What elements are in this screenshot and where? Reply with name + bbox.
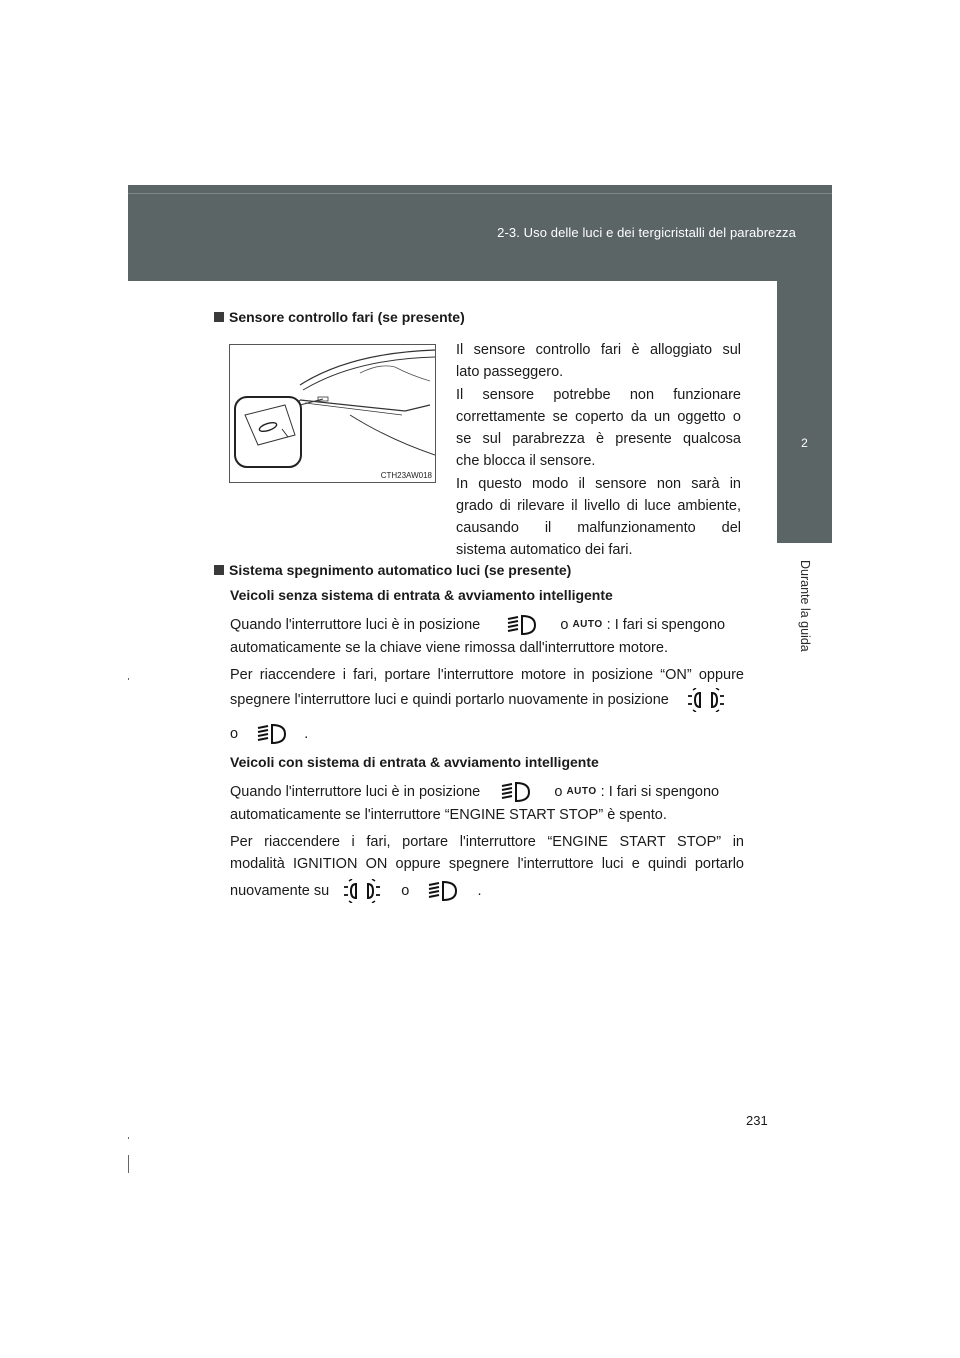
text-fragment: o	[230, 726, 239, 742]
auto-label: AUTO	[572, 619, 603, 631]
text-fragment: .	[477, 882, 482, 899]
text-line: se sul parabrezza è presente qualcosa	[456, 431, 741, 447]
headlight-low-beam-icon	[506, 614, 538, 636]
text-line: In questo modo il sensore non sarà in	[456, 476, 741, 492]
text-fragment: o	[554, 784, 563, 800]
text-line: sistema automatico dei fari.	[456, 542, 633, 558]
text-fragment: o	[560, 617, 569, 633]
section-heading-text: Sensore controllo fari (se presente)	[229, 309, 465, 325]
text-line-parking-position	[230, 688, 744, 712]
headlight-low-beam-icon	[256, 723, 288, 745]
windshield-sensor-illustration	[230, 345, 435, 482]
section-heading-text: Sistema spegnimento automatico luci (se presente)	[229, 562, 572, 578]
header-band	[128, 185, 832, 281]
section-heading-auto-off	[214, 562, 571, 578]
crop-mark	[128, 678, 129, 680]
sensor-paragraph-3	[456, 473, 741, 561]
text-line-switch-position	[230, 781, 744, 803]
parking-light-icon	[343, 879, 381, 903]
sensor-illustration	[229, 344, 436, 483]
subheading-without-smart-entry: Veicoli senza sistema di entrata & avviamento intelligente	[230, 587, 613, 603]
subheading-with-smart-entry: Veicoli con sistema di entrata & avviamento intelligente	[230, 754, 599, 770]
section-title: 2-3. Uso delle luci e dei tergicristalli del parabrezza	[497, 225, 796, 240]
chapter-tab	[777, 281, 832, 543]
chapter-label: Durante la guida	[798, 560, 812, 652]
page-number: 231	[746, 1113, 768, 1128]
text-line-or-headlight	[230, 723, 744, 745]
text-line: che blocca il sensore.	[456, 453, 596, 469]
headlight-low-beam-icon	[427, 880, 459, 902]
text-line-final	[230, 879, 744, 903]
text-line: lato passeggero.	[456, 364, 564, 380]
text-fragment: nuovamente su	[230, 882, 330, 899]
text-line: Il sensore potrebbe non funzionare	[456, 387, 741, 403]
headlight-low-beam-icon	[500, 781, 532, 803]
text-fragment: spegnere l'interruttore luci e quindi portarlo nuovamente in posizione	[230, 691, 669, 708]
sensor-paragraph-2	[456, 384, 741, 472]
text-line: correttamente se coperto da un oggetto o	[456, 409, 741, 425]
text-line: automaticamente se la chiave viene rimossa dall'interruttore motore.	[230, 640, 668, 656]
square-bullet-icon	[214, 565, 224, 575]
text-line: grado di rilevare il livello di luce ambiente,	[456, 498, 741, 514]
text-fragment: o	[401, 882, 410, 899]
chapter-number: 2	[801, 436, 808, 450]
section-heading-sensor	[214, 309, 465, 325]
text-line: modalità IGNITION ON oppure spegnere l'interruttore luci e quindi portarlo	[230, 856, 744, 872]
text-line: Per riaccendere i fari, portare l'interruttore motore in posizione “ON” oppure	[230, 667, 744, 683]
sensor-paragraph-1	[456, 339, 741, 383]
text-line: Per riaccendere i fari, portare l'interruttore “ENGINE START STOP” in	[230, 834, 744, 850]
auto-label: AUTO	[566, 786, 597, 798]
text-line-switch-position	[230, 614, 744, 636]
text-fragment: : I fari si spengono	[606, 617, 726, 633]
parking-light-icon	[687, 688, 725, 712]
text-fragment: .	[304, 726, 309, 742]
text-fragment: Quando l'interruttore luci è in posizione	[230, 784, 481, 800]
crop-mark	[128, 1155, 129, 1173]
text-line: causando il malfunzionamento del	[456, 520, 741, 536]
text-line: automaticamente se l'interruttore “ENGINE START STOP” è spento.	[230, 807, 667, 823]
header-rule	[128, 193, 832, 194]
crop-mark	[128, 1137, 129, 1139]
text-line: Il sensore controllo fari è alloggiato sul	[456, 342, 741, 358]
text-fragment: : I fari si spengono	[600, 784, 720, 800]
figure-code: CTH23AW018	[380, 471, 432, 480]
text-fragment: Quando l'interruttore luci è in posizione	[230, 617, 481, 633]
square-bullet-icon	[214, 312, 224, 322]
